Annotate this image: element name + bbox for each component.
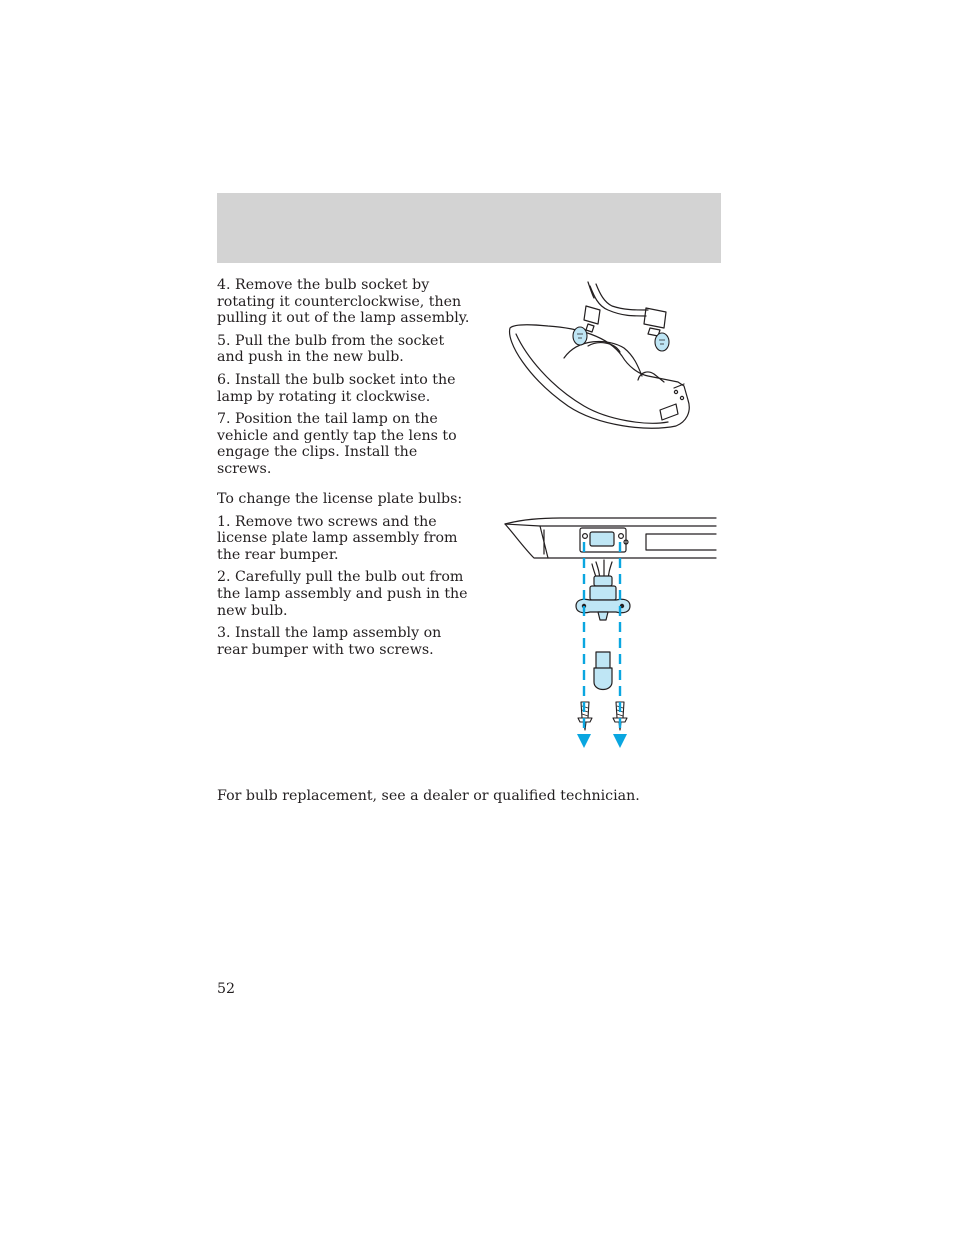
step-5: 5. Pull the bulb from the socket and push in the new bulb.	[217, 332, 445, 366]
tail-lamp-illustration	[498, 276, 698, 436]
plate-step-1: 1. Remove two screws and the license plate lamp assembly from the rear bumper.	[217, 513, 458, 563]
step-6: 6. Install the bulb socket into the lamp by rotating it clockwise.	[217, 371, 456, 405]
section-header-band	[217, 193, 721, 263]
license-lamp-illustration	[500, 512, 722, 754]
license-plate-intro: To change the license plate bulbs:	[217, 491, 463, 507]
plate-step-2: 2. Carefully pull the bulb out from the lamp assembly and push in the new bulb.	[217, 569, 468, 619]
license-plate-steps	[217, 491, 472, 664]
step-7: 7. Position the tail lamp on the vehicle and gently tap the lens to engage the clips. Install the screws.	[217, 411, 457, 477]
tail-lamp-steps	[217, 277, 472, 484]
page-number: 52	[217, 981, 236, 997]
step-4: 4. Remove the bulb socket by rotating it counterclockwise, then pulling it out of the lamp assembly.	[217, 277, 470, 327]
plate-step-3: 3. Install the lamp assembly on rear bumper with two screws.	[217, 625, 442, 658]
footer-note: For bulb replacement, see a dealer or qualified technician.	[217, 788, 640, 804]
